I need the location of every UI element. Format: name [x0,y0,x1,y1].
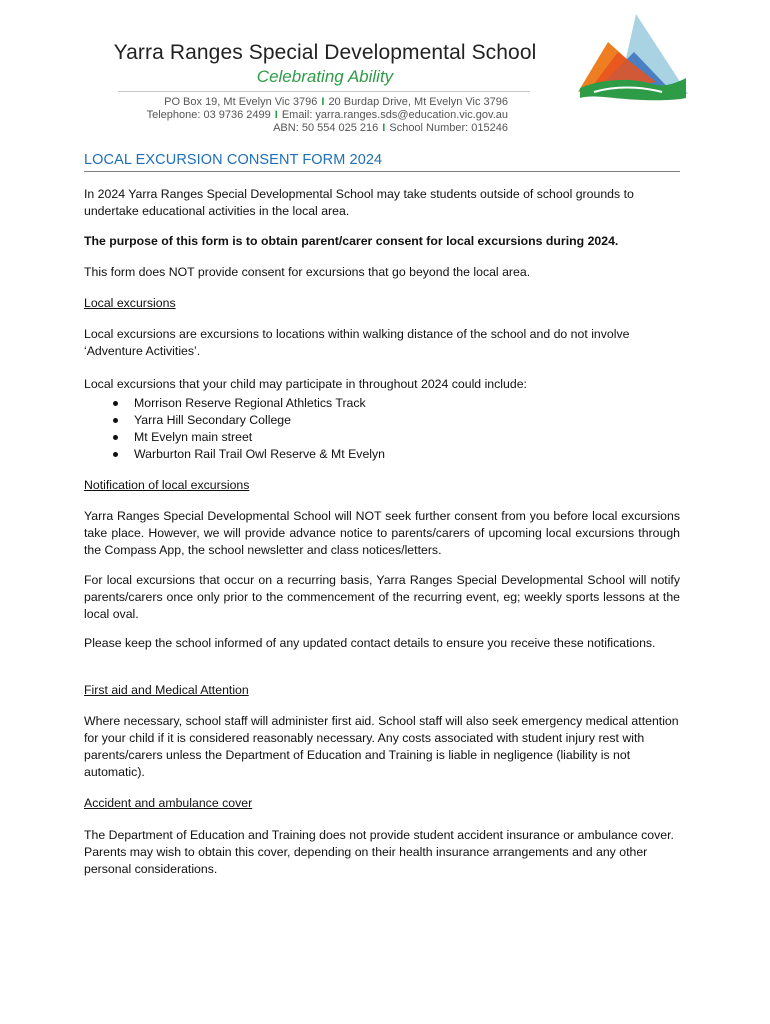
school-number: School Number: 015246 [389,122,508,134]
notification-paragraph-2: For local excursions that occur on a recurring basis, Yarra Ranges Special Developmental School will notify parents/carers once only prior to the commencement of the recurring event, eg; weekly sports lessons at the local oval. [84,573,680,621]
telephone: Telephone: 03 9736 2499 [146,109,271,121]
list-item: Warburton Rail Trail Owl Reserve & Mt Evelyn [84,446,644,463]
purpose-statement: The purpose of this form is to obtain parent/carer consent for local excursions during 2024. [84,234,619,248]
notification-heading: Notification of local excursions [84,478,250,492]
contact-address-line: PO Box 19, Mt Evelyn Vic 3796 I 20 Burdap Drive, Mt Evelyn Vic 3796 [164,96,508,108]
accident-cover-heading: Accident and ambulance cover [84,796,253,810]
locations-intro: Local excursions that your child may participate in throughout 2024 could include: [84,377,527,391]
contact-phone-email-line: Telephone: 03 9736 2499 I Email: yarra.ranges.sds@education.vic.gov.au [146,109,508,121]
first-aid-heading: First aid and Medical Attention [84,683,249,697]
street-address: 20 Burdap Drive, Mt Evelyn Vic 3796 [328,96,508,108]
locations-list [84,395,644,463]
accident-cover-paragraph: The Department of Education and Training does not provide student accident insurance or ambulance cover. Parents may wish to obtain this cover, depending on their health insurance arrangements and any other personal considerations. [84,828,674,876]
list-item: Mt Evelyn main street [84,429,644,446]
school-tagline: Celebrating Ability [256,67,394,86]
list-item: Morrison Reserve Regional Athletics Track [84,395,644,412]
abn: ABN: 50 554 025 216 [273,122,379,134]
contact-abn-line: ABN: 50 554 025 216 I School Number: 015246 [273,122,508,134]
form-title: LOCAL EXCURSION CONSENT FORM 2024 [84,152,680,172]
school-name: Yarra Ranges Special Developmental School [113,41,537,64]
header-divider [118,91,530,92]
scope-note: This form does NOT provide consent for excursions that go beyond the local area. [84,265,531,279]
local-excursions-heading: Local excursions [84,296,176,310]
email: Email: yarra.ranges.sds@education.vic.gov.au [281,109,508,121]
local-excursions-definition: Local excursions are excursions to locations within walking distance of the school and do not involve ‘Adventure Activities’. [84,327,630,358]
notification-paragraph-3: Please keep the school informed of any updated contact details to ensure you receive these notifications. [84,636,656,650]
notification-paragraph-1: Yarra Ranges Special Developmental School will NOT seek further consent from you before local excursions take place. However, we will provide advance notice to parents/carers of upcoming local excursions through the Compass App, the school newsletter and class notices/letters. [84,509,680,557]
mountain-logo-icon [574,12,690,104]
list-item: Yarra Hill Secondary College [84,412,644,429]
first-aid-paragraph: Where necessary, school staff will administer first aid. School staff will also seek emergency medical attention for your child if it is considered reasonably necessary. Any costs associated with student injury rest with parents/carers unless the Department of Education and Training is liable in negligence (liability is not automatic). [84,714,679,779]
intro-paragraph: In 2024 Yarra Ranges Special Developmental School may take students outside of school grounds to undertake educational activities in the local area. [84,187,634,218]
postal-address: PO Box 19, Mt Evelyn Vic 3796 [164,96,318,108]
